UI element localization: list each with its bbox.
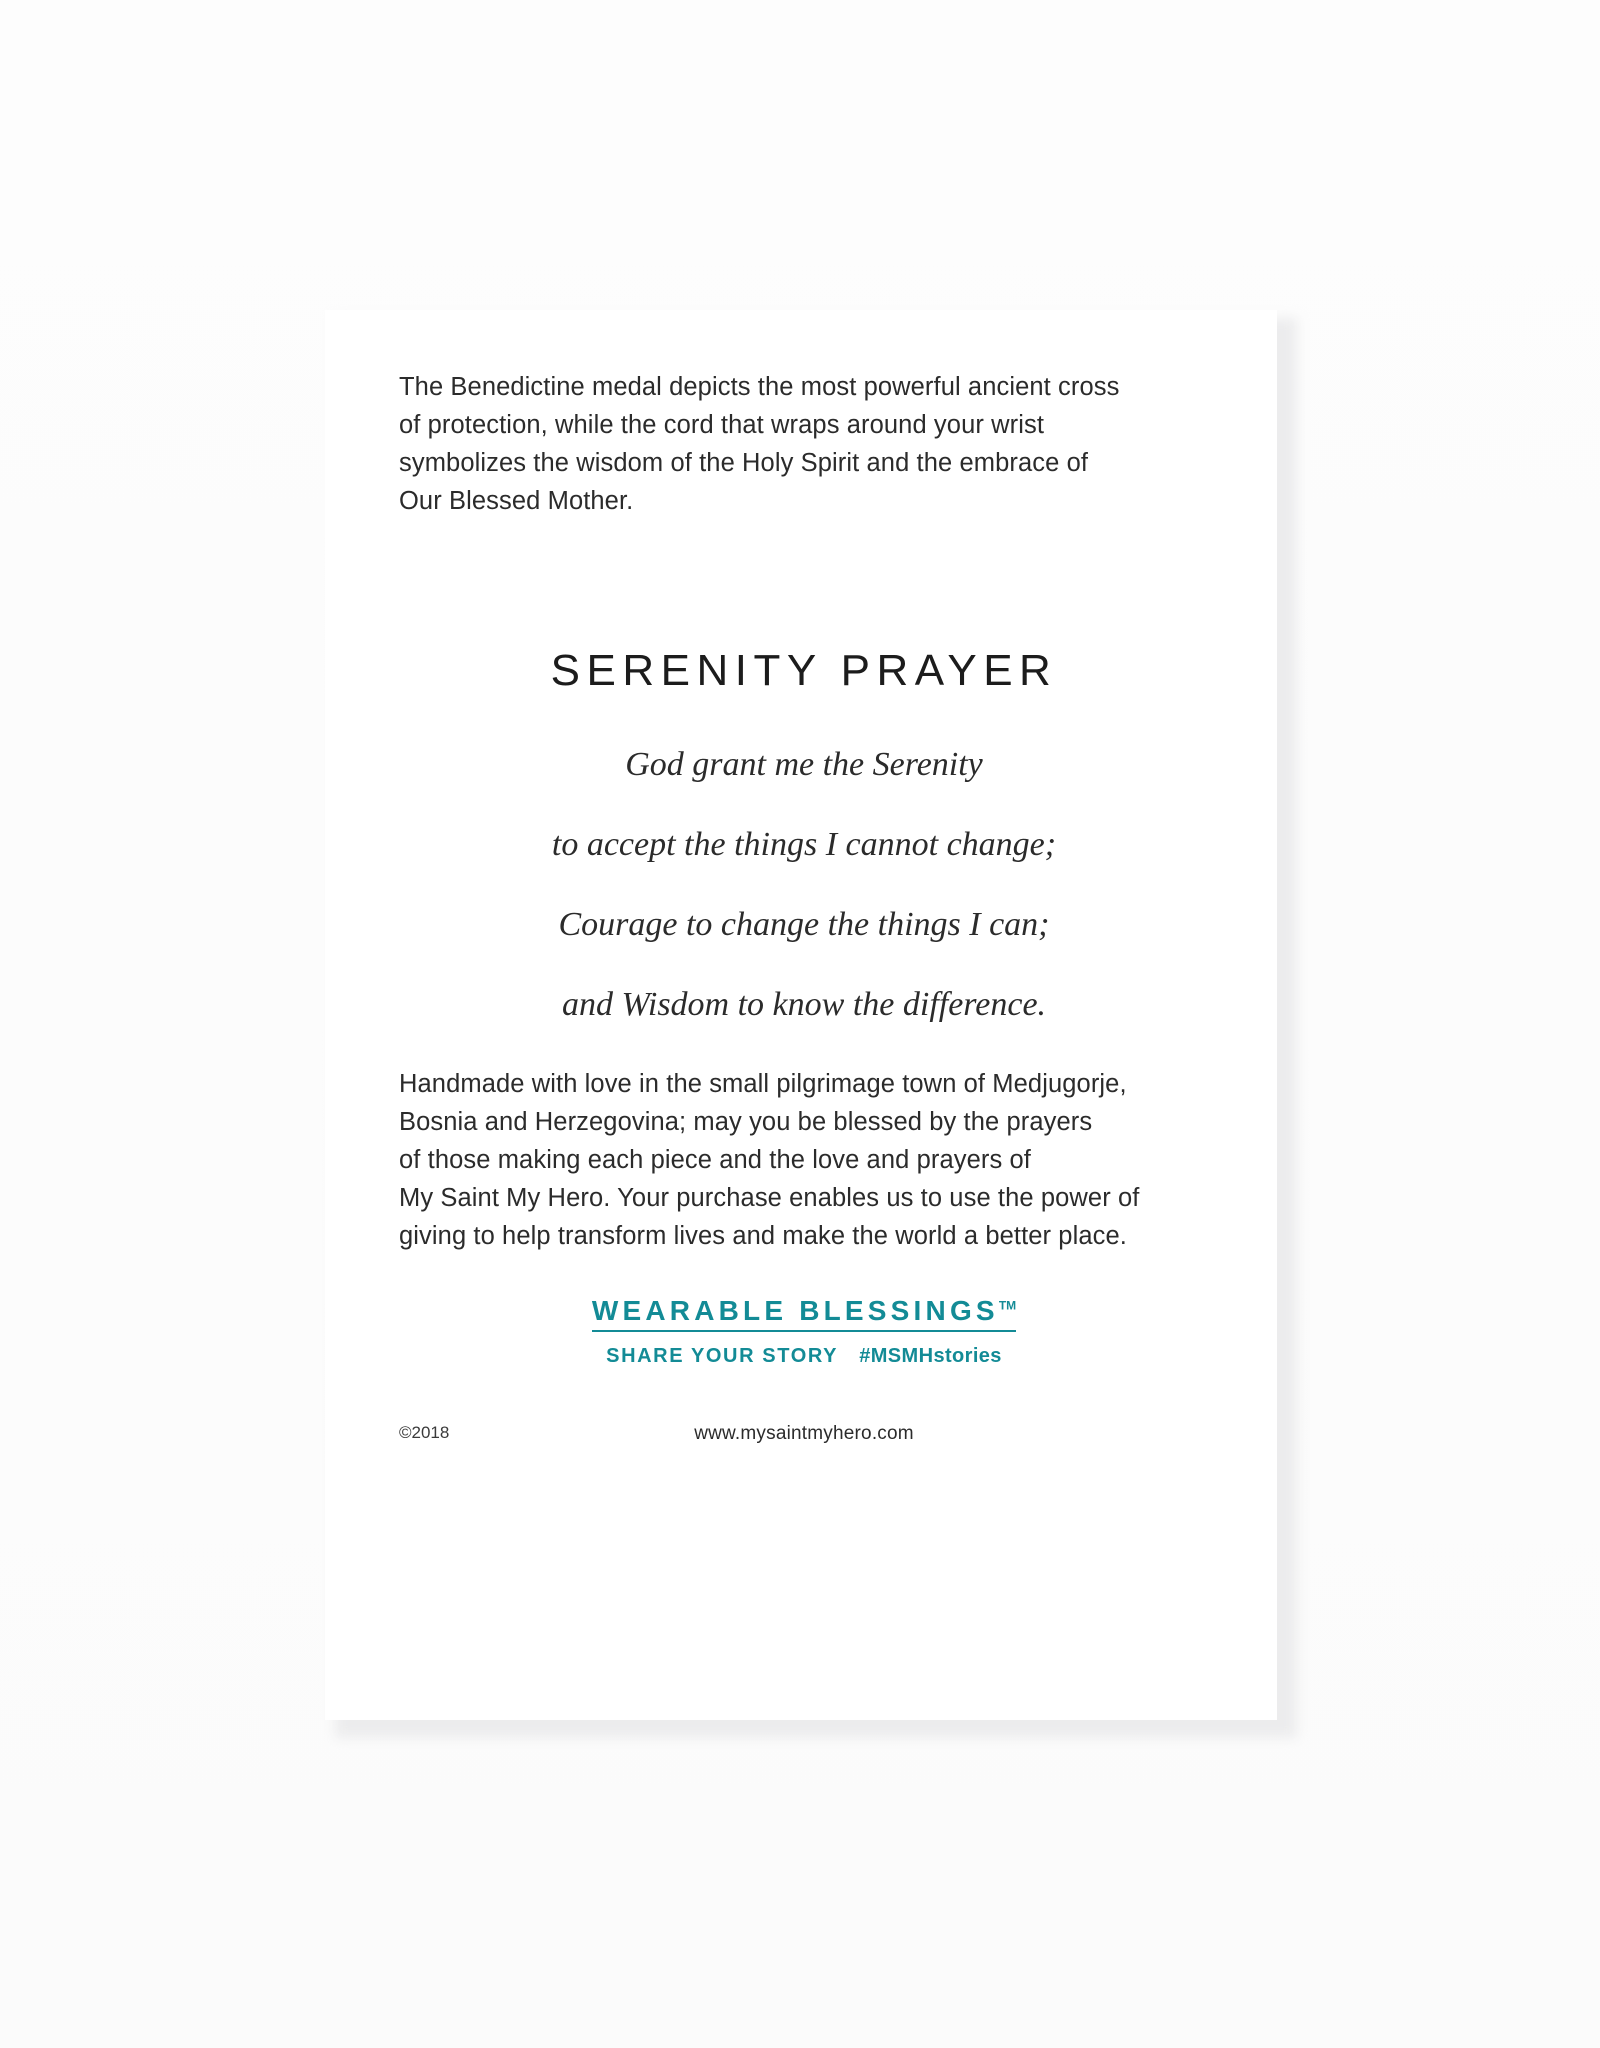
info-card — [325, 310, 1277, 1720]
brand-tagline — [399, 1345, 1209, 1368]
closing-paragraph — [399, 1065, 1209, 1255]
brand-name — [592, 1295, 1016, 1332]
hashtag-text: #MSMHstories — [859, 1345, 1002, 1367]
prayer-title: SERENITY PRAYER — [550, 646, 1058, 695]
prayer-line: Courage to change the things I can; — [558, 906, 1050, 943]
prayer-line: God grant me the Serenity — [625, 746, 983, 783]
trademark-symbol: TM — [998, 1298, 1017, 1313]
closing-line: of those making each piece and the love and prayers of — [399, 1146, 1031, 1174]
card-footer — [399, 1423, 1209, 1449]
closing-line: Handmade with love in the small pilgrimage town of Medjugorje, — [399, 1070, 1127, 1098]
closing-line: My Saint My Hero. Your purchase enables us to use the power of — [399, 1184, 1140, 1212]
prayer-line: and Wisdom to know the difference. — [561, 986, 1047, 1023]
prayer-line: to accept the things I cannot change; — [551, 826, 1057, 863]
prayer-text — [399, 725, 1209, 1045]
closing-line: Bosnia and Herzegovina; may you be blessed by the prayers — [399, 1108, 1093, 1136]
intro-paragraph — [399, 368, 1209, 520]
intro-line: Our Blessed Mother. — [399, 487, 634, 515]
tagline-text: SHARE YOUR STORY — [606, 1345, 838, 1367]
brand-name-text: WEARABLE BLESSINGS — [591, 1295, 999, 1326]
intro-line: symbolizes the wisdom of the Holy Spirit and the embrace of — [399, 449, 1089, 477]
closing-line: giving to help transform lives and make the world a better place. — [399, 1222, 1127, 1250]
brand-block — [399, 1295, 1209, 1368]
intro-line: The Benedictine medal depicts the most powerful ancient cross — [399, 373, 1120, 401]
website-url: www.mysaintmyhero.com — [694, 1423, 914, 1444]
intro-line: of protection, while the cord that wraps around your wrist — [399, 411, 1045, 439]
card-content — [399, 310, 1209, 1720]
copyright-text: ©2018 — [399, 1423, 450, 1442]
